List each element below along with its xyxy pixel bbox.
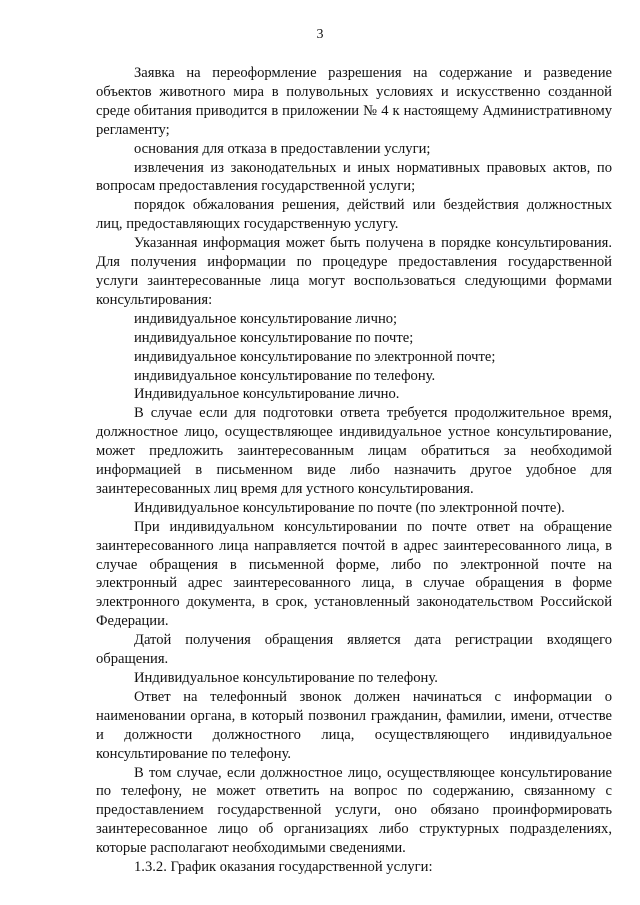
- document-body: [96, 64, 612, 877]
- paragraph: Датой получения обращения является дата регистрации входящего обращения.: [96, 632, 612, 668]
- section-heading: Индивидуальное консультирование лично.: [134, 386, 400, 403]
- paragraph: В том случае, если должностное лицо, осуществляющее консультирование по телефону, не может ответить на вопрос по содержанию, связанному с предоставлением государственной услуги, оно обязано проинформировать заинтересованное лицо об организациях либо структурных подразделениях, которые располагают необходимыми сведениями.: [96, 764, 612, 857]
- list-item: индивидуальное консультирование по телефону.: [134, 367, 436, 384]
- paragraph: В случае если для подготовки ответа требуется продолжительное время, должностное лицо, осуществляющее индивидуальное устное консультирование, может предложить заинтересованным лицам обратиться за необходимой информацией в письменном виде либо назначить другое удобное для заинтересованных лиц время для устного консультирования.: [96, 405, 612, 497]
- paragraph: При индивидуальном консультировании по почте ответ на обращение заинтересованного лица направляется почтой в адрес заинтересованного лица, в случае обращения в письменной форме, либо по электронной почте на электронный адрес заинтересованного лица, в случае обращения в форме электронного документа, в срок, установленный законодательством Российской Федерации.: [96, 518, 612, 630]
- paragraph: Ответ на телефонный звонок должен начинаться с информации о наименовании органа, в который позвонил гражданин, фамилии, имени, отчестве и должности должностного лица, осуществляющего индивидуальное консультирование по телефону.: [96, 688, 612, 762]
- paragraph: порядок обжалования решения, действий или бездействия должностных лиц, предоставляющих государственную услугу.: [96, 197, 612, 233]
- section-heading: Индивидуальное консультирование по телефону.: [134, 670, 438, 686]
- paragraph: основания для отказа в предоставлении услуги;: [134, 140, 431, 157]
- list-item: индивидуальное консультирование по почте;: [134, 329, 414, 346]
- paragraph: Указанная информация может быть получена в порядке консультирования. Для получения информации по процедуре предоставления государственной услуги заинтересованные лица могут воспользоваться следующими формами консультирования:: [96, 235, 612, 308]
- section-heading: 1.3.2. График оказания государственной услуги:: [134, 859, 433, 876]
- page-number: 3: [316, 27, 324, 42]
- list-item: индивидуальное консультирование по электронной почте;: [134, 348, 496, 365]
- list-item: индивидуальное консультирование лично;: [134, 310, 398, 327]
- paragraph: извлечения из законодательных и иных нормативных правовых актов, по вопросам предоставления государственной услуги;: [96, 159, 612, 195]
- section-heading: Индивидуальное консультирование по почте (по электронной почте).: [134, 499, 565, 516]
- paragraph: Заявка на переоформление разрешения на содержание и разведение объектов животного мира в полувольных условиях и искусственно созданной среде обитания приводится в приложении № 4 к настоящему Административному регламенту;: [96, 65, 612, 138]
